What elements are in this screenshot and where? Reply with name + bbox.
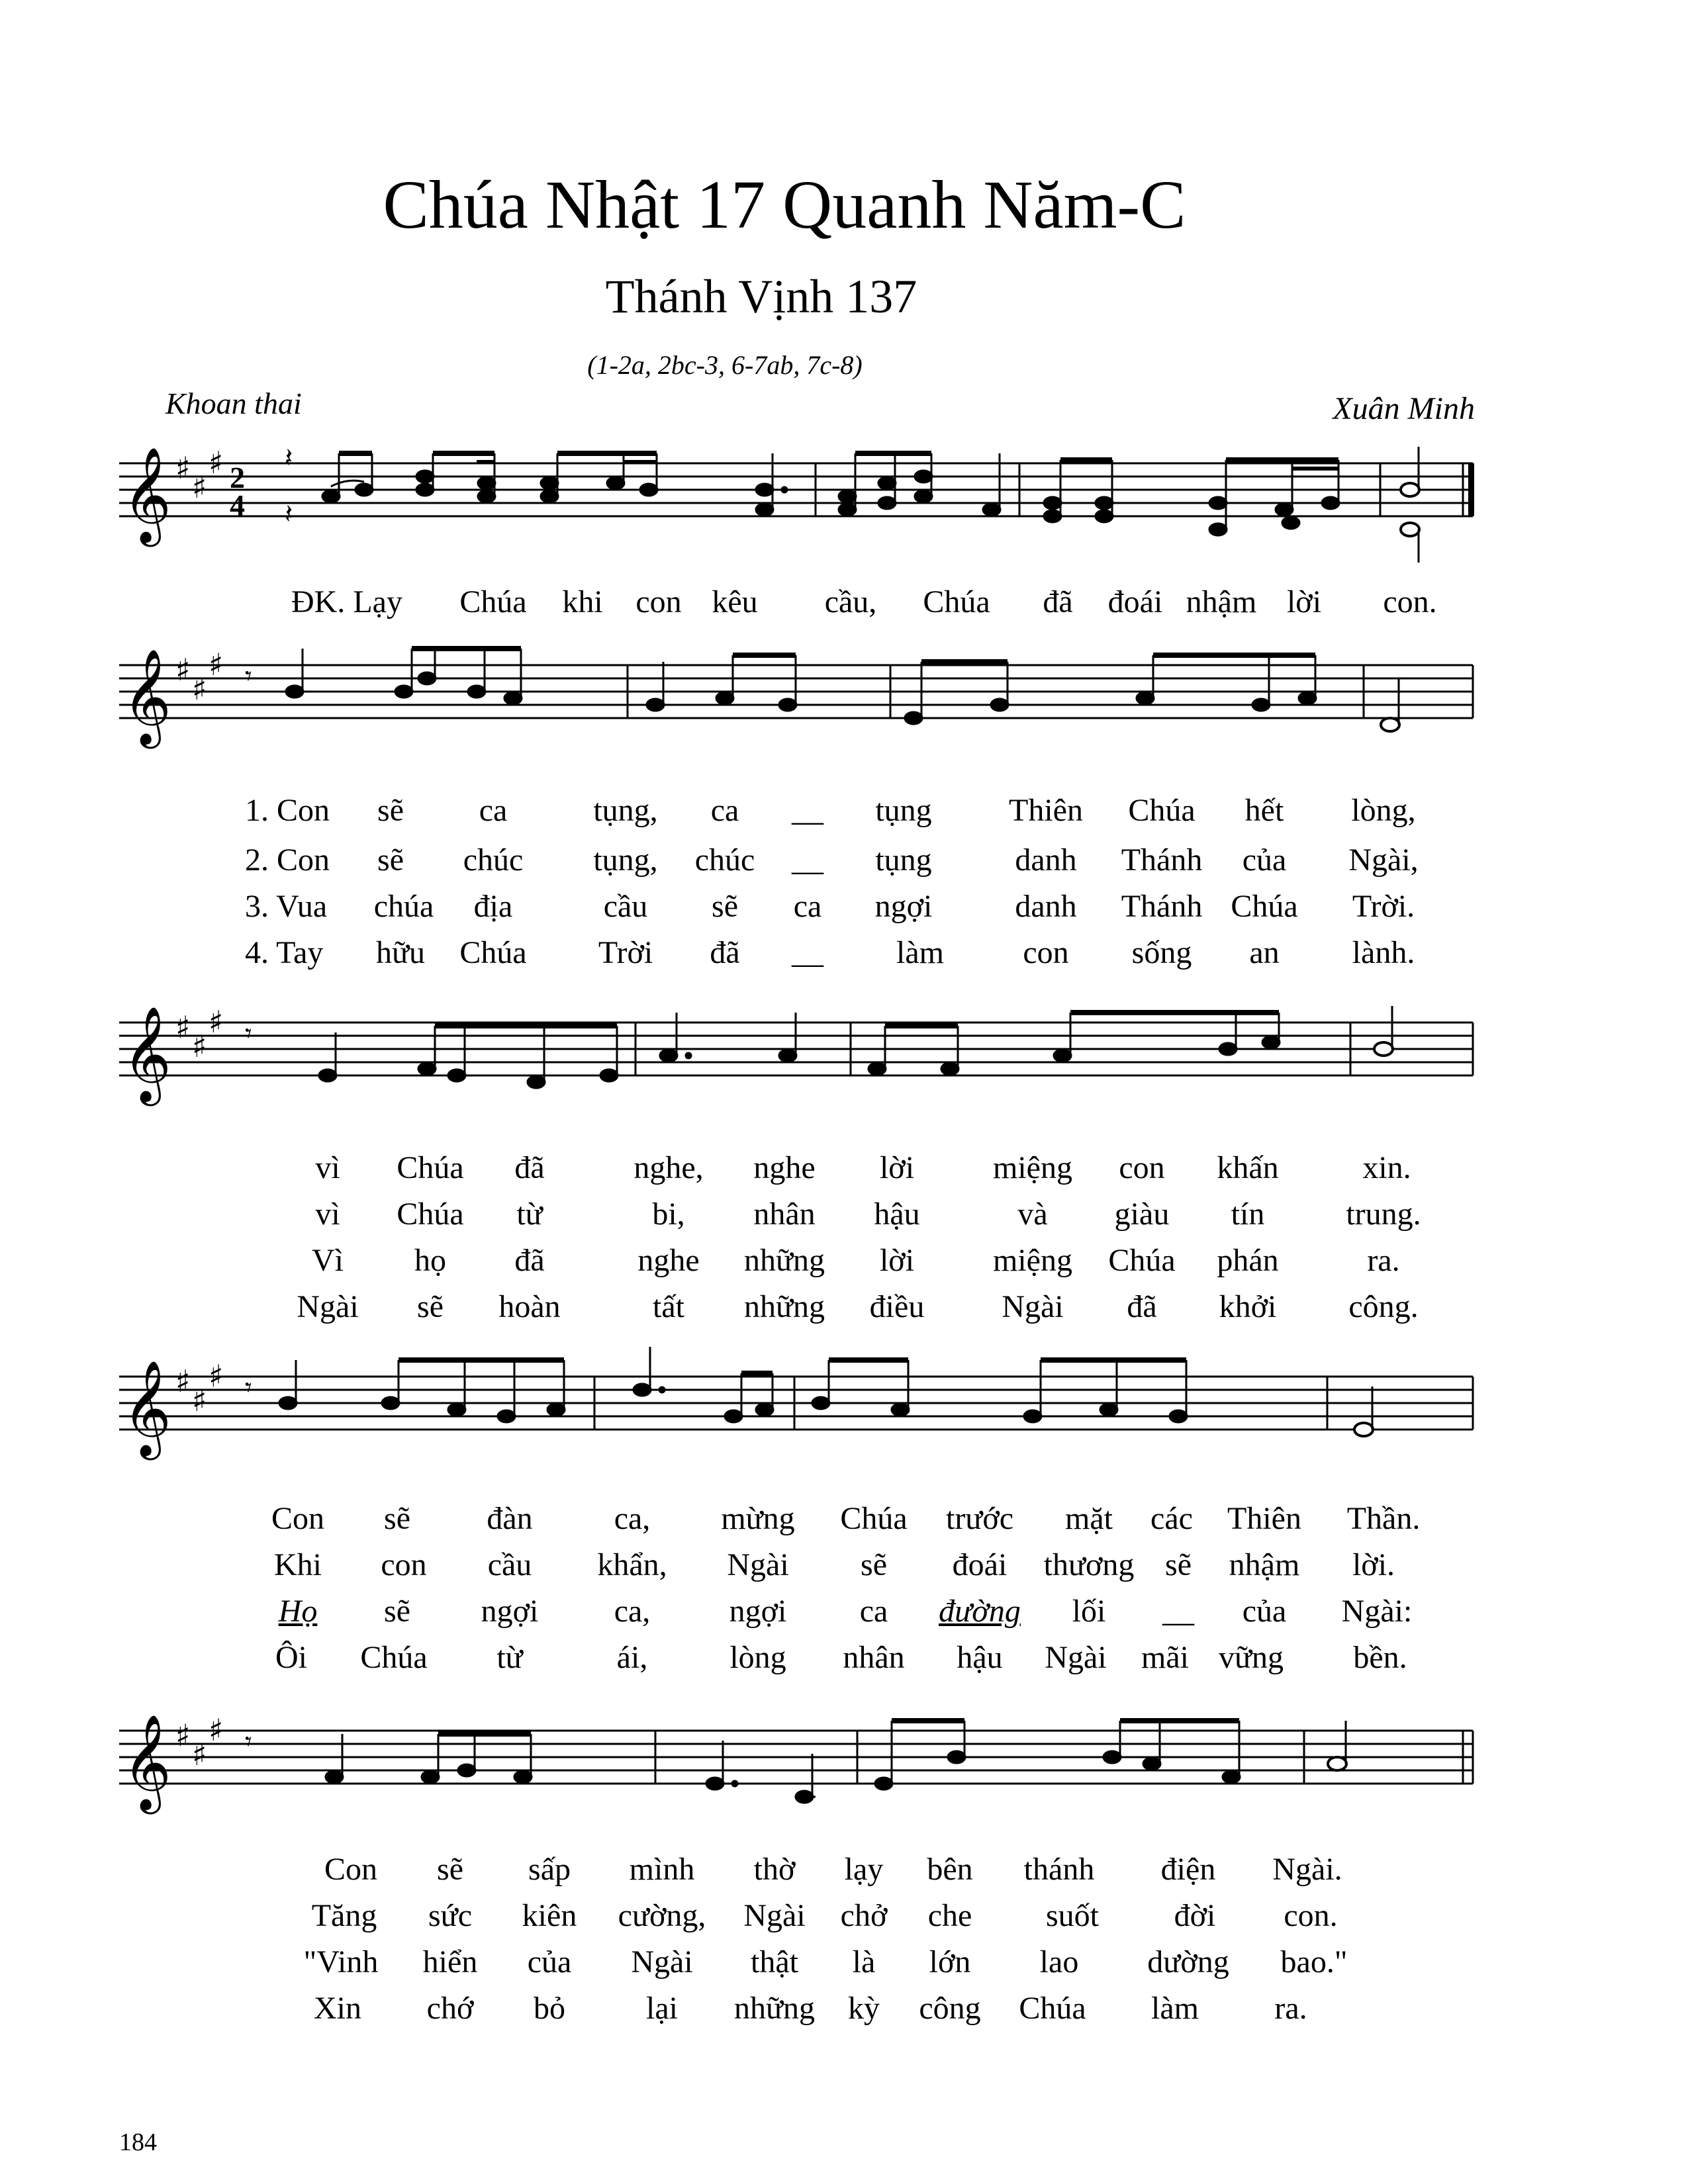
lyric-word: kỳ (848, 1991, 880, 2026)
lyric-word: đã (1043, 584, 1073, 619)
lyric-word: lòng, (1351, 793, 1416, 828)
lyric-word: thương (1043, 1547, 1135, 1582)
lyric-word: những (733, 1991, 816, 2026)
lyric-word: lời (879, 1243, 915, 1278)
lyric-word: ngợi (874, 889, 933, 924)
lyric-word: của (1242, 842, 1287, 878)
lyric-word: ca, (614, 1594, 651, 1629)
lyric-word: Con (324, 1852, 378, 1887)
lyric-word: tụng (875, 842, 932, 878)
lyric-word: Ôi (275, 1640, 307, 1675)
lyric-word: Chúa (923, 584, 990, 619)
lyric-word: sẽ (417, 1289, 444, 1324)
lyric-word: công. (1348, 1289, 1419, 1324)
lyric-word: mặt (1065, 1501, 1113, 1536)
quarter-rest-icon: 𝄽 (285, 443, 293, 473)
lyric-word: sẽ (712, 889, 738, 924)
lyric-word: con (381, 1547, 427, 1582)
lyric-word: trung. (1346, 1197, 1421, 1232)
lyric-word: của (1242, 1594, 1287, 1629)
stanza-lyrics-line (0, 1241, 1688, 1281)
lyric-word: tụng, (593, 793, 658, 828)
svg-text:♯: ♯ (209, 445, 224, 480)
lyric-word: nhậm (1229, 1547, 1300, 1582)
lyric-word: đã (514, 1150, 545, 1185)
lyric-word: và (1017, 1197, 1048, 1232)
lyric-word: trước (945, 1501, 1014, 1536)
lyric-word: ngợi (481, 1594, 539, 1629)
lyric-word: mãi (1141, 1640, 1189, 1675)
lyric-word: đoái (952, 1547, 1008, 1582)
lyric-word: ngợi (729, 1594, 787, 1629)
stanza-lyrics-line (0, 1592, 1688, 1631)
lyric-word: miệng (993, 1243, 1072, 1278)
staff-system-3 (0, 1004, 1688, 1128)
lyric-word: từ (516, 1197, 543, 1232)
lyric-word: lạy (844, 1852, 884, 1887)
lyric-word: Khi (274, 1547, 322, 1582)
lyric-word: chúa (373, 889, 434, 924)
lyric-word: Ngài: (1341, 1594, 1413, 1629)
lyric-word: Ngài (727, 1547, 789, 1582)
lyric-word: vì (315, 1150, 340, 1185)
lyric-word: ca (710, 793, 739, 828)
lyric-word: Chúa (1108, 1243, 1176, 1278)
lyric-word: che (927, 1898, 972, 1933)
lyric-word: nhậm (1186, 584, 1257, 619)
lyric-word: ra. (1367, 1243, 1400, 1278)
lyric-word: 3. Vua (245, 889, 328, 924)
lyric-word: các (1150, 1501, 1193, 1536)
quarter-rest-icon: 𝄽 (285, 499, 293, 529)
lyric-word: sẽ (437, 1852, 463, 1887)
lyric-word: ca (793, 889, 822, 924)
lyric-word: 2. Con (245, 842, 330, 878)
lyric-word: cầu, (824, 584, 877, 619)
lyric-word: Vì (312, 1243, 344, 1278)
lyric-word: sẽ (384, 1594, 410, 1629)
lyric-word: con (1119, 1150, 1165, 1185)
svg-text:♯: ♯ (192, 469, 207, 505)
treble-clef-icon: 𝄞 (122, 1006, 171, 1102)
svg-text:♯: ♯ (175, 450, 191, 486)
lyric-word: địa (473, 889, 513, 924)
svg-text:♯: ♯ (209, 1004, 224, 1040)
composer-name: Xuân Minh (1333, 391, 1475, 426)
lyric-word: đường (939, 1594, 1021, 1629)
lyric-word: Thánh (1121, 889, 1203, 924)
lyric-word: con (635, 584, 682, 619)
treble-clef-icon: 𝄞 (122, 649, 171, 745)
lyric-word: khi (562, 584, 603, 619)
lyric-word: Ngài (1045, 1640, 1107, 1675)
lyric-word: hậu (874, 1197, 920, 1232)
lyric-word: đời (1174, 1898, 1216, 1933)
lyric-word: Họ (278, 1594, 318, 1629)
stanza-lyrics-line (0, 1287, 1688, 1327)
lyric-word: chớ (426, 1991, 474, 2026)
stanza-lyrics-line (0, 1545, 1688, 1585)
lyric-word: Ngài, (1348, 842, 1419, 878)
lyric-word: hậu (957, 1640, 1003, 1675)
lyric-word: hoàn (498, 1289, 561, 1324)
lyric-word: công (919, 1991, 981, 2026)
lyric-word: suốt (1045, 1898, 1100, 1933)
lyric-word: nghe (637, 1243, 700, 1278)
lyric-word: ca, (614, 1501, 651, 1536)
lyric-word: cường, (618, 1898, 706, 1933)
lyric-word: là (852, 1944, 876, 1979)
staff-system-2 (0, 647, 1688, 771)
tempo-marking: Khoan thai (165, 387, 302, 420)
lyric-word: __ (792, 842, 823, 878)
lyric-word: Chúa (1128, 793, 1196, 828)
lyric-word: bỏ (534, 1991, 565, 2026)
lyric-word: xin. (1362, 1150, 1411, 1185)
lyric-word: lại (646, 1991, 678, 2026)
lyric-word: sẽ (1165, 1547, 1192, 1582)
lyric-word: sống (1131, 935, 1192, 970)
stanza-lyrics-line (0, 1989, 1688, 2028)
lyric-word: Ngài (297, 1289, 359, 1324)
lyric-word: hiển (422, 1944, 478, 1979)
eighth-rest-icon: 𝄾 (245, 1373, 252, 1402)
lyric-word: sức (428, 1898, 472, 1933)
svg-text:♯: ♯ (192, 1028, 207, 1064)
svg-text:♯: ♯ (175, 1009, 191, 1045)
stanza-lyrics-line (0, 1195, 1688, 1234)
lyric-word: kiên (522, 1898, 577, 1933)
lyric-word: Thiên (1009, 793, 1083, 828)
lyric-word: __ (792, 935, 823, 970)
lyric-word: khẩn, (597, 1547, 667, 1582)
lyric-word: làm (896, 935, 944, 970)
lyric-word: Chúa (1231, 889, 1298, 924)
lyric-word: cầu (603, 889, 648, 924)
song-title: Chúa Nhật 17 Quanh Năm-C (383, 167, 1186, 243)
lyric-word: an (1249, 935, 1280, 970)
svg-text:♯: ♯ (192, 1737, 207, 1772)
staff-system-4 (0, 1358, 1688, 1482)
lyric-word: Chúa (459, 935, 527, 970)
lyric-word: chúc (694, 842, 755, 878)
lyric-word: Ngài (743, 1898, 806, 1933)
stanza-lyrics-line (0, 1499, 1688, 1539)
lyric-word: Con (271, 1501, 325, 1536)
stanza-lyrics-line (0, 1850, 1688, 1889)
staff-system-5 (0, 1712, 1688, 1837)
eighth-rest-icon: 𝄾 (245, 661, 252, 691)
lyric-word: cầu (487, 1547, 532, 1582)
lyric-word: đã (1127, 1289, 1157, 1324)
lyric-word: "Vinh (303, 1944, 379, 1979)
lyric-word: tụng, (593, 842, 658, 878)
lyric-word: 1. Con (245, 793, 330, 828)
lyric-word: khấn (1217, 1150, 1279, 1185)
stanza-lyrics-line (0, 1148, 1688, 1188)
lyric-word: lòng (729, 1640, 786, 1675)
lyric-word: lời (1286, 584, 1322, 619)
lyric-word: con (1023, 935, 1069, 970)
lyric-word: khởi (1219, 1289, 1277, 1324)
lyric-word: điện (1160, 1852, 1216, 1887)
lyric-word: con. (1284, 1898, 1338, 1933)
lyric-word: làm (1151, 1991, 1199, 2026)
lyric-word: nghe, (633, 1150, 704, 1185)
staff-system-refrain (0, 424, 1688, 596)
lyric-word: Xin (314, 1991, 361, 2026)
lyric-word: lối (1072, 1594, 1106, 1629)
lyric-word: __ (1162, 1594, 1194, 1629)
lyric-word: ra. (1274, 1991, 1307, 2026)
treble-clef-icon: 𝄞 (122, 1714, 171, 1810)
stanza-lyrics-line (0, 1896, 1688, 1936)
lyric-word: phán (1217, 1243, 1279, 1278)
lyric-word: ca (859, 1594, 888, 1629)
lyric-word: những (743, 1289, 825, 1324)
lyric-word: vì (315, 1197, 340, 1232)
lyric-word: giàu (1114, 1197, 1170, 1232)
refrain-lyrics (0, 582, 1688, 622)
lyric-word: bền. (1353, 1640, 1407, 1675)
lyric-word: dường (1147, 1944, 1229, 1979)
lyric-word: bao." (1280, 1944, 1348, 1979)
eighth-rest-icon: 𝄾 (245, 1019, 252, 1048)
lyric-word: con. (1383, 584, 1437, 619)
eighth-rest-icon: 𝄾 (245, 1727, 252, 1756)
lyric-word: mình (629, 1852, 695, 1887)
lyric-word: hết (1244, 793, 1284, 828)
lyric-word: sẽ (861, 1547, 887, 1582)
lyric-word: Chúa (459, 584, 527, 619)
lyric-word: __ (792, 793, 823, 828)
lyric-word: danh (1015, 842, 1077, 878)
stanza-lyrics-line (0, 887, 1688, 927)
lyric-word: Tăng (311, 1898, 377, 1933)
lyric-word: Ngài (631, 1944, 693, 1979)
lyric-word: nhân (843, 1640, 905, 1675)
time-signature-top: 2 (230, 461, 245, 494)
lyric-word: Thần. (1346, 1501, 1421, 1536)
lyric-word: chở (840, 1898, 888, 1933)
svg-text:♯: ♯ (175, 652, 191, 688)
treble-clef-icon: 𝄞 (122, 447, 171, 543)
lyric-word: lớn (929, 1944, 971, 1979)
lyric-word: kêu (712, 584, 758, 619)
lyric-word: lời. (1352, 1547, 1395, 1582)
lyric-word: đoái (1107, 584, 1163, 619)
svg-text:♯: ♯ (175, 1363, 191, 1399)
stanza-lyrics-line (0, 933, 1688, 973)
lyric-word: điều (869, 1289, 925, 1324)
lyric-word: Thánh (1121, 842, 1203, 878)
lyric-word: sấp (528, 1852, 571, 1887)
lyric-word: đã (710, 935, 740, 970)
lyric-word: Chúa (360, 1640, 428, 1675)
lyric-word: Trời (598, 935, 653, 970)
lyric-word: đàn (487, 1501, 533, 1536)
lyric-word: Ngài. (1272, 1852, 1342, 1887)
lyric-word: bi, (652, 1197, 685, 1232)
stanza-lyrics-line (0, 1638, 1688, 1678)
lyric-word: những (743, 1243, 825, 1278)
lyric-word: của (527, 1944, 572, 1979)
svg-text:♯: ♯ (209, 1358, 224, 1394)
svg-text:♯: ♯ (192, 1383, 207, 1418)
lyric-word: sẽ (384, 1501, 410, 1536)
lyric-word: chúc (463, 842, 524, 878)
lyric-word: sẽ (377, 793, 404, 828)
verse-reference: (1-2a, 2bc-3, 6-7ab, 7c-8) (587, 350, 863, 380)
lyric-word: 4. Tay (245, 935, 324, 970)
svg-text:♯: ♯ (175, 1717, 191, 1753)
lyric-word: danh (1015, 889, 1077, 924)
lyric-word: bên (927, 1852, 973, 1887)
lyric-word: Ngài (1002, 1289, 1064, 1324)
lyric-word: đã (514, 1243, 545, 1278)
lyric-word: sẽ (377, 842, 404, 878)
lyric-word: họ (414, 1243, 446, 1278)
lyric-word: Chúa (397, 1197, 464, 1232)
lyric-word: tất (653, 1289, 684, 1324)
lyric-word: lao (1039, 1944, 1079, 1979)
lyric-word: Chúa (840, 1501, 908, 1536)
lyric-word: Thiên (1227, 1501, 1301, 1536)
time-signature-bottom: 4 (230, 488, 245, 522)
stanza-lyrics-line (0, 791, 1688, 831)
lyric-word: Chúa (1019, 1991, 1086, 2026)
treble-clef-icon: 𝄞 (122, 1360, 171, 1456)
lyric-word: tụng (875, 793, 932, 828)
svg-text:♯: ♯ (192, 671, 207, 707)
lyric-word: nghe (753, 1150, 816, 1185)
lyric-word: thật (751, 1944, 798, 1979)
lyric-word: thánh (1023, 1852, 1095, 1887)
lyric-word: tín (1231, 1197, 1265, 1232)
stanza-lyrics-line (0, 841, 1688, 880)
lyric-word: Chúa (397, 1150, 464, 1185)
lyric-word: miệng (993, 1150, 1072, 1185)
lyric-word: từ (496, 1640, 523, 1675)
lyric-word: thờ (753, 1852, 796, 1887)
psalm-subtitle: Thánh Vịnh 137 (605, 270, 917, 323)
lyric-word: lời (879, 1150, 915, 1185)
svg-text:♯: ♯ (209, 1712, 224, 1748)
lyric-word: ca (479, 793, 508, 828)
lyric-word: nhân (753, 1197, 816, 1232)
svg-text:♯: ♯ (209, 647, 224, 682)
lyric-word: mừng (721, 1501, 795, 1536)
lyric-word: ĐK. Lạy (291, 584, 402, 619)
page-number: 184 (119, 2128, 157, 2156)
stanza-lyrics-line (0, 1942, 1688, 1982)
lyric-word: vững (1218, 1640, 1284, 1675)
lyric-word: lành. (1352, 935, 1415, 970)
lyric-word: ái, (616, 1640, 648, 1675)
lyric-word: Trời. (1352, 889, 1415, 924)
lyric-word: hữu (375, 935, 426, 970)
